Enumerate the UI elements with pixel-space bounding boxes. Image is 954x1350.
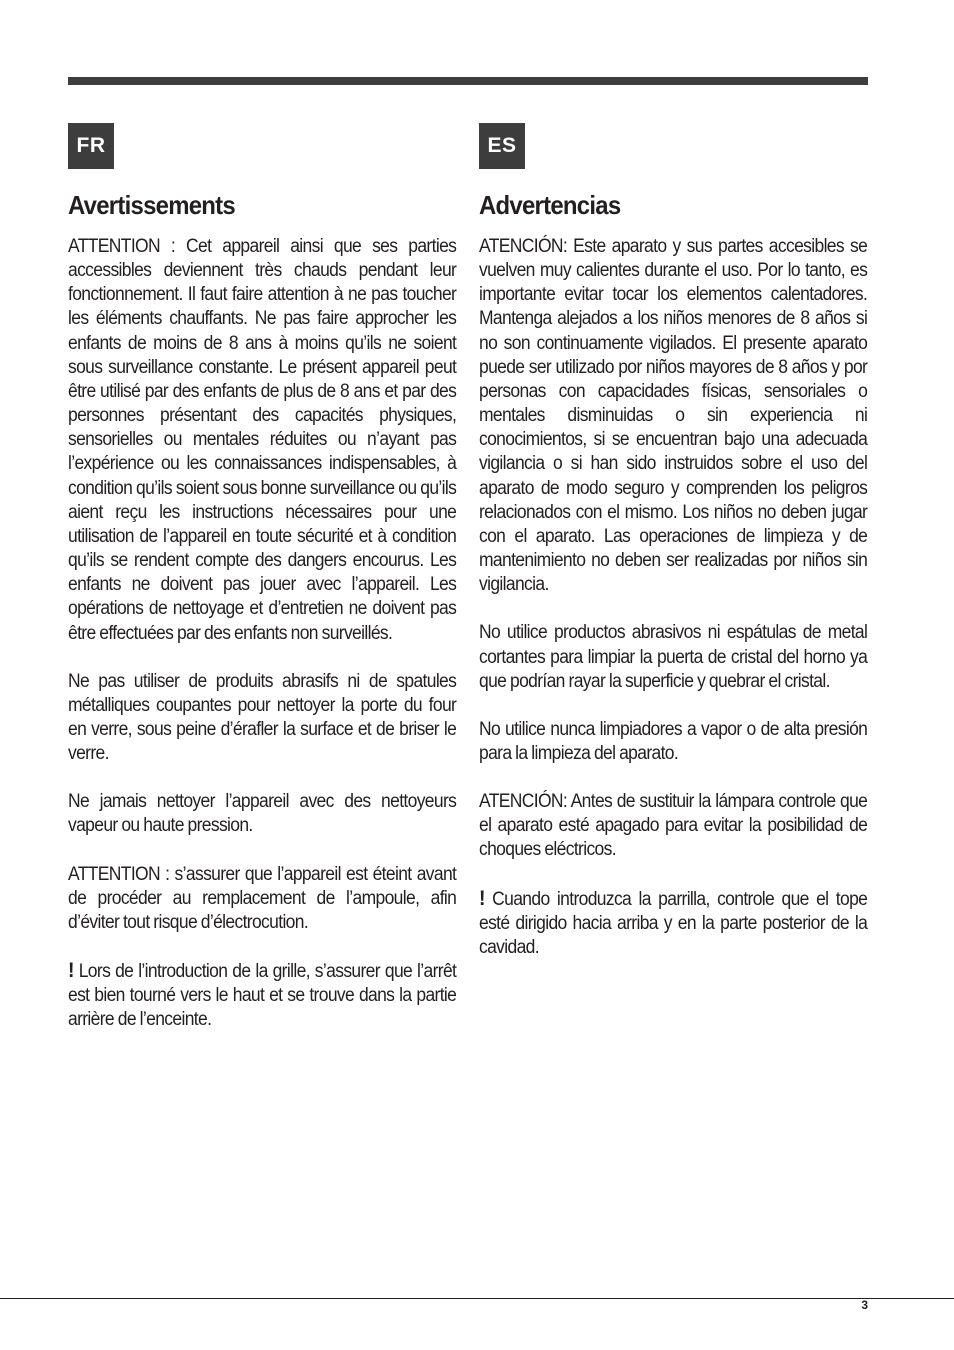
footer-divider — [0, 1298, 954, 1299]
section-fr — [68, 123, 457, 1057]
language-badge-fr: FR — [68, 123, 114, 169]
paragraph-fr-4: ATTENTION : s’assurer que l’appareil est éteint avant de procéder au remplacement de l’ampoule, afin d’éviter tout risque d’électrocution. — [68, 863, 457, 933]
top-divider — [68, 77, 868, 85]
section-es — [479, 123, 868, 984]
page-number: 3 — [861, 1298, 868, 1312]
paragraph-fr-3: Ne jamais nettoyer l’appareil avec des nettoyeurs vapeur ou haute pression. — [68, 791, 457, 837]
warning-text-es: Cuando introduzca la parrilla, controle que el tope esté dirigido hacia arriba y en la parte posterior de la cavidad. — [479, 888, 868, 958]
paragraph-es-2: No utilice productos abrasivos ni espátulas de metal cortantes para limpiar la puerta de cristal del horno ya que podrían rayar la superficie y quebrar el cristal. — [479, 622, 868, 692]
warning-paragraph-fr — [68, 959, 456, 1032]
language-badge-es: ES — [479, 123, 525, 169]
section-title-fr: Avertissements — [68, 190, 235, 220]
paragraph-es-4: ATENCIÓN: Antes de sustituir la lámpara controle que el aparato esté apagado para evitar la posibilidad de choques eléctricos. — [479, 791, 868, 861]
exclamation-icon: ! — [68, 959, 74, 983]
section-title-es: Advertencias — [479, 190, 621, 220]
paragraph-es-3: No utilice nunca limpiadores a vapor o de alta presión para la limpieza del aparato. — [479, 718, 868, 764]
warning-paragraph-es — [479, 887, 867, 960]
paragraph-fr-1: ATTENTION : Cet appareil ainsi que ses parties accessibles deviennent très chauds pendant leur fonctionnement. Il faut faire attention à ne pas toucher les éléments chauffants. Ne pas faire approcher les enfants de moins de 8 ans à moins qu’ils ne soient sous surveillance constante. Le présent appareil peut être utilisé par des enfants de plus de 8 ans et par des personnes présentant des capacités physiques, sensorielles ou mentales réduites ou n’ayant pas l’expérience ou les connaissances indispensables, à condition qu’ils soient sous bonne surveillance ou qu’ils aient reçu les instructions nécessaires pour une utilisation de l’appareil en toute sécurité et à condition qu’ils se rendent compte des dangers encourus. Les enfants ne doivent pas jouer avec l’appareil. Les opérations de nettoyage et d’entretien ne doivent pas être effectuées par des enfants non surveillés. — [68, 236, 457, 644]
exclamation-icon: ! — [479, 886, 485, 910]
warning-text-fr: Lors de l’introduction de la grille, s’assurer que l’arrêt est bien tourné vers le haut et se trouve dans la partie arrière de l’enceinte. — [68, 961, 457, 1031]
paragraph-es-1: ATENCIÓN: Este aparato y sus partes accesibles se vuelven muy calientes durante el uso. Por lo tanto, es importante evitar tocar los elementos calentadores. Mantenga alejados a los niños menores de 8 años si no son continuamente vigilados. El presente aparato puede ser utilizado por niños mayores de 8 años y por personas con capacidades físicas, sensoriales o mentales disminuidas o sin experiencia ni conocimientos, si se encuentran bajo una adecuada vigilancia o si han sido instruidos sobre el uso del aparato de modo seguro y comprenden los peligros relacionados con el mismo. Los niños no deben jugar con el aparato. Las operaciones de limpieza y de mantenimiento no deben ser realizadas por niños sin vigilancia. — [479, 236, 868, 596]
paragraph-fr-2: Ne pas utiliser de produits abrasifs ni de spatules métalliques coupantes pour nettoyer la porte du four en verre, sous peine d’érafler la surface et de briser le verre. — [68, 670, 457, 765]
